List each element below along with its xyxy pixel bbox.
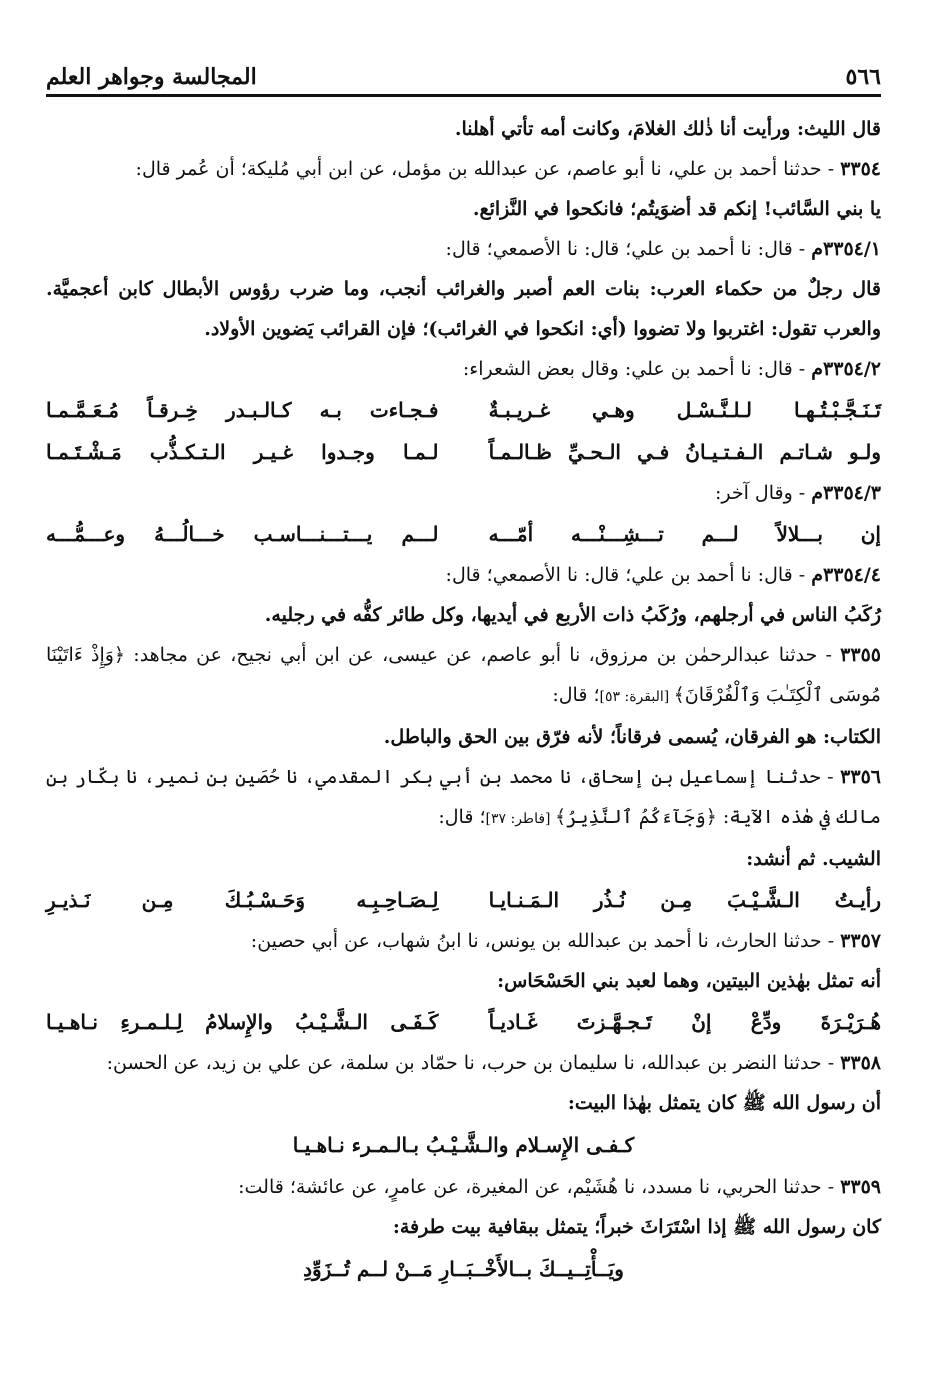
verse-second-hemistich: كَـفَـى الـشَّـيْـبُ والإِسلامُ لِـلـمـرءِ نـاهـيـا — [46, 1010, 439, 1034]
verse-first-hemistich: هُـرَيْـرَةَ ودِّعْ إنْ تَـجـهَّـزتَ غَـاديـاً — [488, 1010, 881, 1034]
hadith-3355 — [46, 635, 881, 717]
isnad: - حدثنا أحمد بن علي، نا أبو عاصم، عن عبدالله بن مؤمل، عن ابن أبي مُليكة؛ أن عُمر قال: — [135, 158, 841, 180]
verse-first-hemistich: ولـو شـاتـم الـفـتـيـانُ فـي الـحـيِّ ظـالـمـاً — [488, 440, 881, 464]
hadith-3354m3 — [46, 473, 881, 513]
matn: أن رسول الله ﷺ كان يتمثل بهٰذا البيت: — [567, 1092, 881, 1114]
hadith-3354m1 — [46, 229, 881, 269]
page-header — [46, 50, 881, 97]
quran-reference: [فاطر: ٣٧] — [485, 811, 555, 827]
hadith-3359 — [46, 1167, 881, 1207]
matn: الكتاب: هو الفرقان، يُسمى فرقاناً؛ لأنه فرّق بين الحق والباطل. — [383, 726, 881, 748]
verse-second-hemistich: لـمـا وجـدوا غـيـر الـتـكـذُّب مَـشْـتَـمـا — [46, 440, 439, 464]
hadith-number: ٣٣٥٨ — [840, 1052, 881, 1074]
hadith-3354m2 — [46, 349, 881, 389]
verse-first-hemistich: إن بـــلالاً لـــم تـــشِـــنْـــه أمّـــه — [488, 522, 881, 546]
isnad: - حدثنا عبدالرحمٰن بن مرزوق، نا أبو عاصم، عن عيسى، عن ابن أبي نجيح، عن مجاهد: ﴿وَإِذْ ءَاتَيْنَا مُوسَى ٱلْكِتَـٰبَ وَٱلْفُرْقَانَ﴾ — [46, 644, 881, 706]
hadith-3354 — [46, 149, 881, 189]
isnad: - قال: نا أحمد بن علي؛ قال: نا الأصمعي؛ قال: — [445, 564, 812, 586]
matn: الشيب. ثم أنشد: — [746, 848, 881, 870]
isnad: - وقال آخر: — [714, 482, 812, 504]
isnad: - حدثنا الحارث، نا أحمد بن عبدالله بن يونس، نا ابنُ شهاب، عن أبي حصين: — [250, 930, 841, 952]
poem-verse — [46, 389, 881, 431]
narration-line: قال الليث: ورأيت أنا ذٰلك الغلامَ، وكانت أمه تأتي أهلنا. — [454, 118, 881, 140]
book-title: المجالسة وجواهر العلم — [46, 64, 257, 90]
matn: قال رجلٌ من حكماء العرب: بنات العم أصبر والغرائب أنجب، وما ضرب رؤوس الأبطال كابن أعجميَّة. والعرب تقول: اغتربوا ولا تضووا (أي: انكحوا في الغرائب)؛ فإن القرائب يَضوين الأولاد. — [46, 278, 881, 340]
isnad: - حدثنا الحربي، نا مسدد، نا هُشَيْم، عن المغيرة، عن عامرٍ، عن عائشة؛ قالت: — [238, 1176, 841, 1198]
isnad: - قال: نا أحمد بن علي؛ قال: نا الأصمعي؛ قال: — [445, 238, 812, 260]
verse-second-hemistich: فـجـاءت بـه كـالـبـدر خِـرقـاً مُـعَـمَّـمـا — [46, 398, 439, 422]
matn: أنه تمثل بهٰذين البيتين، وهما لعبد بني الحَسْحَاس: — [497, 970, 881, 992]
verse-first-hemistich: تَـنَـجَّـبْـتُـهـا لـلـنَّـسْـل وهـي غـريـبـةٌ — [488, 398, 881, 422]
hadith-number: ٣٣٥٤/١م — [811, 238, 881, 260]
isnad-tail: ؛ قال: — [552, 684, 600, 706]
hadith-3356 — [46, 757, 881, 839]
poem-verse — [46, 879, 881, 921]
verse-second-hemistich: لِـصَـاحِـبِـه وَحَـسْـبُـكَ مِـن نَـذيـرِ — [46, 888, 439, 912]
isnad: - قال: نا أحمد بن علي: وقال بعض الشعراء: — [462, 358, 812, 380]
page-number: ٥٦٦ — [845, 64, 881, 90]
hadith-3358 — [46, 1043, 881, 1083]
poem-verse — [46, 1001, 881, 1043]
isnad: - حدثنا إسماعيل بن إسحاق، نا محمد بن أبي بكر المقدمي، نا حُصَين بن نمير، نا بكّار بن مالك في هٰذه الآية: ﴿وَجَآءَكُمُ ٱلنَّذِيرُ﴾ — [46, 766, 881, 828]
hadith-number: ٣٣٥٥ — [840, 644, 881, 666]
hadith-number: ٣٣٥٦ — [840, 766, 881, 788]
hadith-number: ٣٣٥٤/٣م — [811, 482, 881, 504]
quran-reference: [البقرة: ٥٣] — [599, 689, 674, 705]
hadith-number: ٣٣٥٤ — [840, 158, 881, 180]
hadith-number: ٣٣٥٤/٤م — [811, 564, 881, 586]
hadith-number: ٣٣٥٤/٢م — [811, 358, 881, 380]
hadith-3354m4 — [46, 555, 881, 595]
verse-second-hemistich: لـــم يـــتـــنـــاسـب خـــالُـــهُ وعـــمُّـــه — [46, 522, 439, 546]
verse-first-hemistich: رأيـتُ الـشَّـيْـبَ مِـن نُـذُر الـمَـنـايـا — [488, 888, 881, 912]
hadith-number: ٣٣٥٧ — [840, 930, 881, 952]
hadith-number: ٣٣٥٩ — [840, 1176, 881, 1198]
matn: كان رسول الله ﷺ إذا اسْتَرَاثَ خبراً؛ يتمثل ببقافية بيت طرفة: — [392, 1216, 881, 1238]
poem-verse — [46, 513, 881, 555]
hadith-3357 — [46, 921, 881, 961]
poem-verse — [46, 431, 881, 473]
isnad: - حدثنا النضر بن عبدالله، نا سليمان بن حرب، نا حمّاد بن سلمة، عن علي بن زيد، عن الحسن: — [106, 1052, 841, 1074]
matn: يا بني السَّائب! إنكم قد أضوَيتُم؛ فانكحوا في النَّزائع. — [472, 198, 881, 220]
poem-hemistich: ويَــأْتِــيــكَ بــالأَخْــبَــارِ مَــنْ لــم تُــزَوِّدِ — [303, 1257, 624, 1281]
matn: رُكَبُ الناس في أرجلهم، ورُكَبُ ذات الأربع في أيديها، وكل طائر كفُّه في رجليه. — [264, 604, 881, 626]
poem-hemistich: كـفـى الإِسـلام والـشَّـيْـبُ بـالـمـرء نـاهـيـا — [292, 1133, 635, 1157]
isnad-tail: ؛ قال: — [438, 806, 486, 828]
